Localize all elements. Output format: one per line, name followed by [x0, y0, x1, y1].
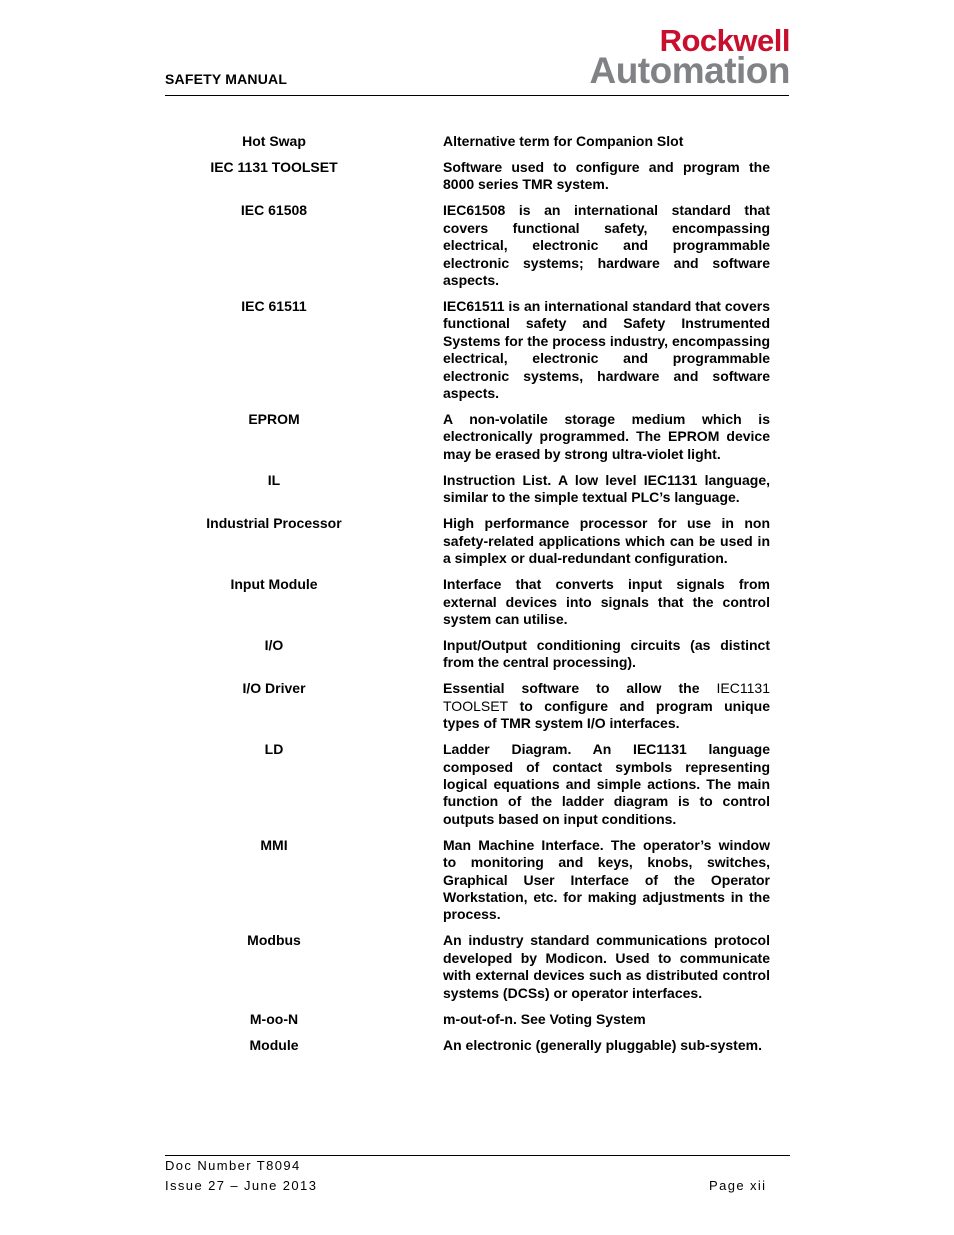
- glossary-entry: [165, 515, 771, 567]
- glossary-entry: [165, 637, 771, 672]
- glossary-term: IEC 61508: [240, 202, 308, 219]
- glossary-definition: An electronic (generally pluggable) sub-system.: [443, 1036, 762, 1053]
- glossary-entry: [165, 837, 771, 924]
- doc-number: Doc Number T8094: [165, 1158, 301, 1173]
- glossary-entry: [165, 159, 771, 194]
- definition-text: to configure and program unique types of TMR system I/O interfaces.: [443, 697, 770, 732]
- glossary-definition: [443, 680, 770, 732]
- issue-date: Issue 27 – June 2013: [165, 1178, 318, 1193]
- glossary-list: [165, 133, 771, 1063]
- glossary-entry: [165, 472, 771, 507]
- glossary-entry: [165, 133, 771, 150]
- glossary-term: IEC 61511: [241, 298, 307, 315]
- glossary-definition: Software used to configure and program the 8000 series TMR system.: [443, 159, 770, 193]
- glossary-definition: m-out-of-n. See Voting System: [443, 1010, 646, 1027]
- manual-title: SAFETY MANUAL: [165, 71, 288, 87]
- glossary-term: Input Module: [230, 576, 318, 593]
- glossary-entry: [165, 1011, 771, 1028]
- glossary-entry: [165, 411, 771, 463]
- glossary-definition: Input/Output conditioning circuits (as distinct from the central processing).: [443, 636, 770, 671]
- glossary-definition: Alternative term for Companion Slot: [443, 133, 684, 149]
- glossary-entry: [165, 680, 771, 732]
- glossary-definition: An industry standard communications protocol developed by Modicon. Used to communicate with external devices such as distributed control systems (DCSs) or operator interfaces.: [443, 932, 770, 1001]
- glossary-term: I/O: [264, 636, 284, 653]
- glossary-entry: [165, 741, 771, 828]
- glossary-entry: [165, 576, 771, 628]
- glossary-term: I/O Driver: [242, 680, 306, 697]
- glossary-definition: Instruction List. A low level IEC1131 language, similar to the simple textual PLC’s language.: [443, 471, 770, 506]
- glossary-term: IL: [267, 471, 281, 488]
- glossary-term: Modbus: [247, 932, 301, 949]
- logo-line-automation: Automation: [589, 50, 790, 91]
- glossary-term: MMI: [260, 836, 288, 853]
- glossary-definition: A non-volatile storage medium which is electronically programmed. The EPROM device may be erased by strong ultra-violet light.: [443, 411, 770, 462]
- glossary-term: LD: [264, 741, 284, 758]
- glossary-definition: IEC61508 is an international standard that covers functional safety, encompassing electrical, electronic and programmable electronic systems; hardware and software aspects.: [443, 202, 770, 289]
- glossary-term: IEC 1131 TOOLSET: [210, 159, 338, 175]
- header-divider: [165, 95, 789, 96]
- logo-line-rockwell: Rockwell: [659, 23, 790, 58]
- toolset-reference: IEC1131 TOOLSET: [443, 680, 770, 714]
- glossary-definition: High performance processor for use in non safety-related applications which can be used in a simplex or dual-redundant configuration.: [443, 515, 770, 567]
- glossary-term: M-oo-N: [249, 1010, 299, 1027]
- glossary-term: Hot Swap: [242, 133, 306, 149]
- glossary-entry: [165, 298, 771, 402]
- glossary-entry: [165, 932, 771, 1002]
- glossary-entry: [165, 1037, 771, 1054]
- glossary-definition: IEC61511 is an international standard that covers functional safety and Safety Instrumented Systems for the process industry, encompassing electrical, electronic and programmable electronic systems, hardware and software aspects.: [443, 298, 770, 402]
- glossary-term: Industrial Processor: [206, 515, 342, 532]
- glossary-entry: [165, 202, 771, 289]
- footer-divider: [165, 1155, 790, 1156]
- glossary-definition: Man Machine Interface. The operator’s window to monitoring and keys, knobs, switches, Graphical User Interface of the Operator Workstation, etc. for making adjustments in the process.: [443, 836, 770, 923]
- glossary-definition: Ladder Diagram. An IEC1131 language composed of contact symbols representing logical equations and simple actions. The main function of the ladder diagram is to control outputs based on input conditions.: [443, 741, 770, 827]
- glossary-definition: Interface that converts input signals from external devices into signals that the control system can utilise.: [443, 576, 770, 627]
- rockwell-automation-logo: [552, 23, 790, 91]
- glossary-term: EPROM: [248, 411, 300, 428]
- page-number: Page xii: [709, 1178, 767, 1193]
- glossary-term: Module: [249, 1036, 299, 1053]
- definition-text: Essential software to allow the: [443, 680, 717, 697]
